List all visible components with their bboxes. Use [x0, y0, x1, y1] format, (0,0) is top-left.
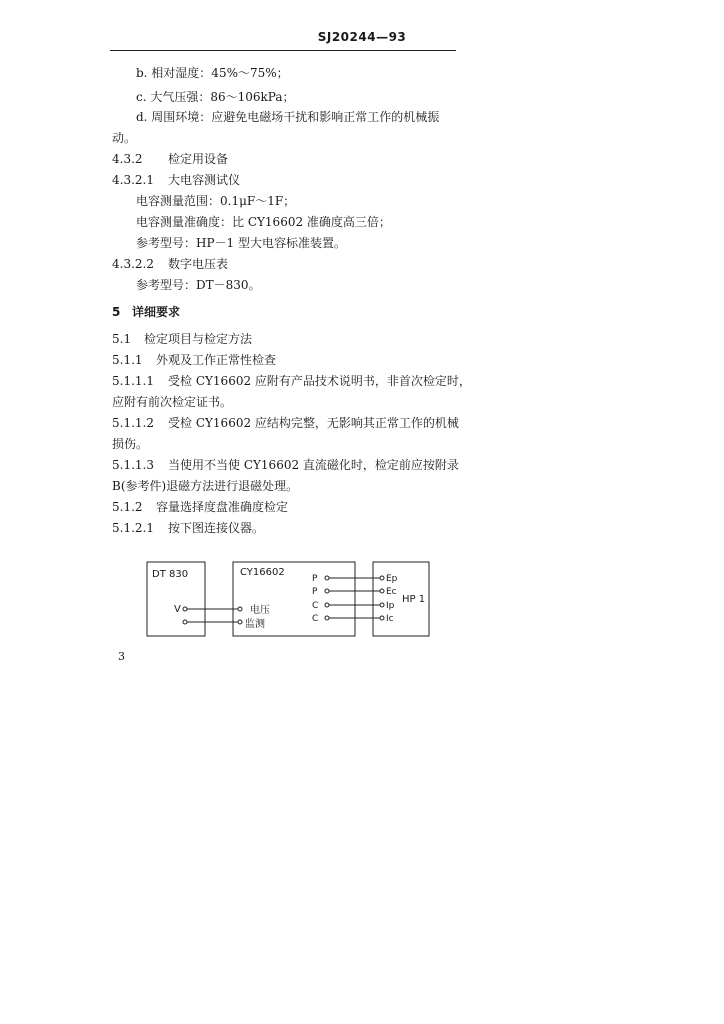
line-environment-cont: 动。	[112, 131, 137, 145]
section-5-1: 5.1 检定项目与检定方法	[112, 332, 253, 346]
section-5-1-1-3: 5.1.1.3 当使用不当使 CY16602 直流磁化时，检定前应按附录	[112, 458, 459, 472]
cy16602-terminals	[325, 576, 329, 620]
hp1-port-ep: Ep	[386, 574, 398, 584]
cy16602-port-c2: C	[312, 614, 319, 624]
line-measure-accuracy: 电容测量准确度：比 CY16602 准确度高三倍；	[136, 215, 391, 229]
cy16602-port-p2: P	[312, 587, 318, 597]
cy16602-label: CY16602	[240, 567, 285, 578]
hp1-terminals	[380, 576, 384, 620]
section-5-1-2: 5.1.2 容量选择度盘准确度检定	[112, 500, 289, 514]
line-pressure: c. 大气压强：86～106kPa；	[136, 90, 295, 104]
section-5-1-1-1: 5.1.1.1 受检 CY16602 应附有产品技术说明书，非首次检定时，	[112, 374, 471, 388]
line-humidity: b. 相对湿度：45%～75%；	[136, 66, 289, 80]
section-4-3-2-2: 4.3.2.2 数字电压表	[112, 257, 229, 271]
dt830-terminal-2	[183, 620, 187, 624]
section-5-1-2-1: 5.1.2.1 按下图连接仪器。	[112, 521, 265, 535]
cy16602-port-c1: C	[312, 601, 319, 611]
section-4-3-2: 4.3.2 检定用设备	[112, 152, 229, 166]
section-5-1-1-1-cont: 应附有前次检定证书。	[112, 395, 233, 409]
hp1-port-ec: Ec	[386, 587, 397, 597]
section-5-1-1-3-cont: B(参考件)退磁方法进行退磁处理。	[112, 479, 299, 493]
page-number: 3	[118, 650, 125, 663]
wires-voltage	[185, 609, 240, 622]
line-reference-model-2: 参考型号：DT－830。	[136, 278, 261, 292]
cy16602-voltage-terminal-1	[238, 607, 242, 611]
line-environment: d. 周围环境：应避免电磁场干扰和影响正常工作的机械振	[136, 110, 440, 124]
cy16602-voltage-terminal-2	[238, 620, 242, 624]
line-reference-model-1: 参考型号：HP－1 型大电容标准装置。	[136, 236, 346, 250]
section-5-heading: 5 详细要求	[112, 305, 181, 319]
dt830-label: DT 830	[152, 569, 189, 580]
monitor-label: 监测	[245, 619, 265, 630]
section-4-3-2-1: 4.3.2.1 大电容测试仪	[112, 173, 241, 187]
line-measure-range: 电容测量范围：0.1μF～1F；	[136, 194, 296, 208]
cy16602-port-p1: P	[312, 574, 318, 584]
section-5-1-1-2-cont: 损伤。	[112, 437, 149, 451]
dt830-port-label: V	[174, 604, 181, 615]
hp1-label: HP 1	[402, 594, 426, 605]
voltage-label: 电压	[250, 605, 270, 616]
hp1-port-ic: Ic	[386, 614, 394, 624]
dt830-terminal-1	[183, 607, 187, 611]
section-5-1-1: 5.1.1 外观及工作正常性检查	[112, 353, 277, 367]
section-5-1-1-2: 5.1.1.2 受检 CY16602 应结构完整，无影响其正常工作的机械	[112, 416, 459, 430]
document-header-code: SJ20244—93	[317, 30, 407, 44]
hp1-port-ip: Ip	[386, 601, 395, 611]
